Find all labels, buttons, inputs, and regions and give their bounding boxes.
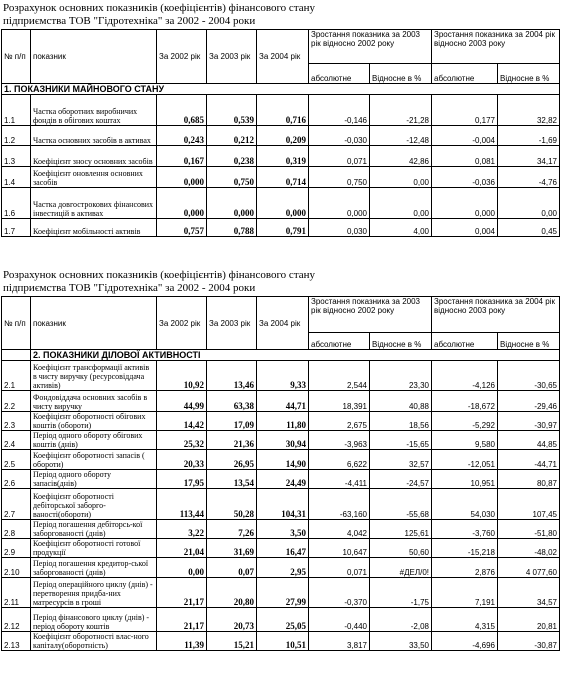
row-number: 2.5 [2, 450, 31, 470]
growth-2003-rel: #ДЕЛ/0! [370, 558, 432, 578]
growth-2004-abs: -4,126 [432, 361, 498, 391]
growth-2004-rel: -44,71 [498, 450, 560, 470]
row-number: 2.12 [2, 608, 31, 632]
indicator-name: Коефіцієнт оборотності готової продукції [31, 539, 157, 558]
table-property-status [1, 29, 560, 237]
growth-2004-abs: 0,081 [432, 146, 498, 167]
value-2003: 0,539 [207, 95, 257, 126]
value-2003: 0,238 [207, 146, 257, 167]
table-row [2, 188, 560, 219]
value-2003: 21,36 [207, 431, 257, 450]
value-2003: 20,73 [207, 608, 257, 632]
growth-2003-abs: 0,000 [309, 188, 370, 219]
col-header-2002: За 2002 рік [157, 30, 207, 84]
growth-2004-abs: 7,191 [432, 578, 498, 608]
growth-2004-abs: -5,292 [432, 412, 498, 431]
value-2003: 26,95 [207, 450, 257, 470]
indicator-name: Частка основних засобів в активах [31, 126, 157, 146]
growth-2003-abs: 2,675 [309, 412, 370, 431]
value-2002: 113,44 [157, 489, 207, 520]
value-2003: 31,69 [207, 539, 257, 558]
table-row [2, 539, 560, 558]
growth-2003-rel: 23,30 [370, 361, 432, 391]
table-body [2, 95, 560, 237]
indicator-name: Коефіцієнт оновлення основних засобів [31, 167, 157, 188]
indicator-name: Коефіцієнт оборотності влас-ного капіталу(оборотність) [31, 632, 157, 651]
table-row [2, 470, 560, 489]
table-body [2, 361, 560, 651]
growth-2003-rel: 40,88 [370, 391, 432, 412]
growth-2004-rel: -30,97 [498, 412, 560, 431]
growth-2004-abs: 0,000 [432, 188, 498, 219]
growth-2004-rel: 80,87 [498, 470, 560, 489]
value-2002: 21,04 [157, 539, 207, 558]
row-number: 2.11 [2, 578, 31, 608]
table-row [2, 391, 560, 412]
row-number: 1.3 [2, 146, 31, 167]
growth-2004-rel: 34,57 [498, 578, 560, 608]
table-row [2, 146, 560, 167]
col-header-abs-1: абсолютне [309, 333, 370, 350]
row-number: 2.2 [2, 391, 31, 412]
growth-2004-rel: -51,80 [498, 520, 560, 539]
row-number: 2.4 [2, 431, 31, 450]
row-number: 1.2 [2, 126, 31, 146]
table-row [2, 219, 560, 237]
growth-2003-abs: 3,817 [309, 632, 370, 651]
value-2002: 21,17 [157, 608, 207, 632]
row-number: 2.10 [2, 558, 31, 578]
growth-2004-abs: 0,177 [432, 95, 498, 126]
col-header-num: № п/п [2, 297, 31, 350]
col-header-2003: За 2003 рік [207, 297, 257, 350]
value-2004: 9,33 [257, 361, 309, 391]
value-2004: 24,49 [257, 470, 309, 489]
value-2002: 10,92 [157, 361, 207, 391]
growth-2003-rel: 50,60 [370, 539, 432, 558]
col-group-growth-2004: Зростання показника за 2004 рік відносно 2003 року [432, 30, 560, 64]
row-number: 2.8 [2, 520, 31, 539]
value-2004: 2,95 [257, 558, 309, 578]
growth-2004-rel: 4 077,60 [498, 558, 560, 578]
value-2003: 7,26 [207, 520, 257, 539]
table-row [2, 558, 560, 578]
value-2003: 20,80 [207, 578, 257, 608]
indicator-name: Період одного обороту запасів(днів) [31, 470, 157, 489]
section-heading: 1. ПОКАЗНИКИ МАЙНОВОГО СТАНУ [2, 84, 560, 95]
col-header-rel-1: Відносне в % [370, 64, 432, 84]
table-row [2, 450, 560, 470]
table-row [2, 412, 560, 431]
growth-2004-rel: 0,00 [498, 188, 560, 219]
value-2004: 30,94 [257, 431, 309, 450]
row-number: 2.9 [2, 539, 31, 558]
growth-2004-rel: 0,45 [498, 219, 560, 237]
indicator-name: Коефіцієнт оборотності дебіторської заборго-ваності(обороти) [31, 489, 157, 520]
value-2003: 0,788 [207, 219, 257, 237]
value-2002: 0,000 [157, 188, 207, 219]
table-row [2, 361, 560, 391]
value-2003: 13,46 [207, 361, 257, 391]
col-header-2002: За 2002 рік [157, 297, 207, 350]
table-business-activity [1, 296, 560, 651]
value-2003: 13,54 [207, 470, 257, 489]
growth-2004-abs: 54,030 [432, 489, 498, 520]
row-number: 1.1 [2, 95, 31, 126]
growth-2003-rel: 18,56 [370, 412, 432, 431]
value-2004: 0,000 [257, 188, 309, 219]
value-2002: 0,685 [157, 95, 207, 126]
value-2004: 11,80 [257, 412, 309, 431]
col-header-rel-2: Відносне в % [498, 64, 560, 84]
growth-2003-abs: -3,963 [309, 431, 370, 450]
growth-2004-abs: 2,876 [432, 558, 498, 578]
value-2003: 0,750 [207, 167, 257, 188]
table-row [2, 95, 560, 126]
col-header-abs-2: абсолютне [432, 333, 498, 350]
growth-2004-rel: -1,69 [498, 126, 560, 146]
value-2003: 15,21 [207, 632, 257, 651]
growth-2003-abs: 0,071 [309, 146, 370, 167]
table-row [2, 431, 560, 450]
value-2003: 17,09 [207, 412, 257, 431]
growth-2004-abs: -3,760 [432, 520, 498, 539]
value-2004: 0,791 [257, 219, 309, 237]
indicator-name: Коефіцієнт мобільності активів [31, 219, 157, 237]
document-title-1: Розрахунок основних показників (коефіцієнтів) фінансового стану підприємства ТОВ "Гідротехніка" за 2002 - 2004 роки [3, 2, 316, 27]
section-heading: 2. ПОКАЗНИКИ ДІЛОВОЇ АКТИВНОСТІ [31, 350, 560, 361]
value-2004: 44,71 [257, 391, 309, 412]
growth-2003-rel: -55,68 [370, 489, 432, 520]
row-number: 1.7 [2, 219, 31, 237]
row-number: 2.1 [2, 361, 31, 391]
value-2002: 0,243 [157, 126, 207, 146]
growth-2003-rel: 33,50 [370, 632, 432, 651]
row-number: 2.13 [2, 632, 31, 651]
growth-2003-rel: -24,57 [370, 470, 432, 489]
value-2004: 14,90 [257, 450, 309, 470]
col-header-rel-2: Відносне в % [498, 333, 560, 350]
value-2004: 0,319 [257, 146, 309, 167]
growth-2003-rel: 32,57 [370, 450, 432, 470]
growth-2003-abs: 4,042 [309, 520, 370, 539]
growth-2003-rel: 4,00 [370, 219, 432, 237]
value-2004: 16,47 [257, 539, 309, 558]
indicator-name: Частка довгострокових фінансових інвестицій в активах [31, 188, 157, 219]
value-2002: 0,167 [157, 146, 207, 167]
value-2002: 0,000 [157, 167, 207, 188]
col-group-growth-2003: Зростання показника за 2003 рік відносно 2002 року [309, 297, 432, 333]
growth-2003-rel: -2,08 [370, 608, 432, 632]
table-row [2, 126, 560, 146]
value-2004: 25,05 [257, 608, 309, 632]
growth-2004-abs: 10,951 [432, 470, 498, 489]
indicator-name: Коефіцієнт трансформації активів в чисту виручку (ресурсовіддача активів) [31, 361, 157, 391]
growth-2003-rel: 0,00 [370, 188, 432, 219]
growth-2004-abs: -18,672 [432, 391, 498, 412]
value-2004: 0,716 [257, 95, 309, 126]
indicator-name: Період погашення кредитор-ської заборгованості (днів) [31, 558, 157, 578]
indicator-name: Коефіцієнт зносу основних засобів [31, 146, 157, 167]
value-2004: 27,99 [257, 578, 309, 608]
growth-2003-abs: 0,071 [309, 558, 370, 578]
indicator-name: Коефіцієнт оборотності обігових коштів (обороти) [31, 412, 157, 431]
indicator-name: Період операційного циклу (днів) - перетворення придба-них матресурсів в гроші [31, 578, 157, 608]
growth-2003-abs: 2,544 [309, 361, 370, 391]
growth-2004-abs: 9,580 [432, 431, 498, 450]
indicator-name: Частка оборотних виробничих фондів в обігових коштах [31, 95, 157, 126]
value-2002: 11,39 [157, 632, 207, 651]
indicator-name: Період погашення дебіторсь-кої заборгованості (днів) [31, 520, 157, 539]
indicator-name: Коефіцієнт оборотності запасів ( обороти) [31, 450, 157, 470]
col-header-rel-1: Відносне в % [370, 333, 432, 350]
value-2002: 14,42 [157, 412, 207, 431]
value-2004: 0,209 [257, 126, 309, 146]
indicator-name: Період фінансового циклу (днів) - період обороту коштів [31, 608, 157, 632]
table-row [2, 489, 560, 520]
value-2004: 0,714 [257, 167, 309, 188]
growth-2004-rel: 32,82 [498, 95, 560, 126]
growth-2003-abs: -4,411 [309, 470, 370, 489]
value-2002: 25,32 [157, 431, 207, 450]
growth-2004-rel: 44,85 [498, 431, 560, 450]
growth-2004-abs: 0,004 [432, 219, 498, 237]
document-title-2: Розрахунок основних показників (коефіцієнтів) фінансового стану підприємства ТОВ "Гідротехніка" за 2002 - 2004 роки [3, 269, 316, 294]
value-2002: 3,22 [157, 520, 207, 539]
value-2004: 10,51 [257, 632, 309, 651]
growth-2004-abs: -15,218 [432, 539, 498, 558]
growth-2004-rel: -4,76 [498, 167, 560, 188]
value-2004: 3,50 [257, 520, 309, 539]
growth-2003-abs: 6,622 [309, 450, 370, 470]
growth-2004-abs: -12,051 [432, 450, 498, 470]
table-row [2, 608, 560, 632]
value-2002: 17,95 [157, 470, 207, 489]
value-2002: 0,757 [157, 219, 207, 237]
growth-2004-abs: -0,004 [432, 126, 498, 146]
row-number: 1.6 [2, 188, 31, 219]
growth-2003-abs: 0,030 [309, 219, 370, 237]
col-group-growth-2004: Зростання показника за 2004 рік відносно 2003 року [432, 297, 560, 333]
table-row [2, 520, 560, 539]
row-number: 2.6 [2, 470, 31, 489]
value-2004: 104,31 [257, 489, 309, 520]
row-number: 2.7 [2, 489, 31, 520]
value-2003: 0,000 [207, 188, 257, 219]
col-header-2004: За 2004 рік [257, 30, 309, 84]
growth-2004-abs: -4,696 [432, 632, 498, 651]
value-2002: 44,99 [157, 391, 207, 412]
value-2003: 50,28 [207, 489, 257, 520]
row-number: 2.3 [2, 412, 31, 431]
growth-2003-rel: 0,00 [370, 167, 432, 188]
col-header-abs-1: абсолютне [309, 64, 370, 84]
growth-2003-rel: -21,28 [370, 95, 432, 126]
col-header-indicator: показник [31, 30, 157, 84]
col-header-2003: За 2003 рік [207, 30, 257, 84]
growth-2003-abs: 18,391 [309, 391, 370, 412]
col-header-indicator: показник [31, 297, 157, 350]
col-group-growth-2003: Зростання показника за 2003 рік відносно 2002 року [309, 30, 432, 64]
table-row [2, 167, 560, 188]
growth-2003-abs: 0,750 [309, 167, 370, 188]
value-2002: 0,00 [157, 558, 207, 578]
col-header-num: № п/п [2, 30, 31, 84]
growth-2004-rel: 20,81 [498, 608, 560, 632]
growth-2004-rel: -29,46 [498, 391, 560, 412]
growth-2004-rel: -48,02 [498, 539, 560, 558]
value-2003: 0,07 [207, 558, 257, 578]
growth-2004-rel: -30,87 [498, 632, 560, 651]
value-2003: 63,38 [207, 391, 257, 412]
table-row [2, 578, 560, 608]
table-row [2, 632, 560, 651]
growth-2003-rel: 42,86 [370, 146, 432, 167]
col-header-abs-2: абсолютне [432, 64, 498, 84]
growth-2003-rel: -12,48 [370, 126, 432, 146]
growth-2004-rel: 34,17 [498, 146, 560, 167]
col-header-2004: За 2004 рік [257, 297, 309, 350]
growth-2003-abs: -0,440 [309, 608, 370, 632]
growth-2003-abs: -0,370 [309, 578, 370, 608]
growth-2003-rel: 125,61 [370, 520, 432, 539]
growth-2004-rel: -30,65 [498, 361, 560, 391]
value-2003: 0,212 [207, 126, 257, 146]
value-2002: 21,17 [157, 578, 207, 608]
growth-2003-abs: -0,146 [309, 95, 370, 126]
value-2002: 20,33 [157, 450, 207, 470]
indicator-name: Фондовіддача основних засобів в чисту виручку [31, 391, 157, 412]
growth-2003-rel: -15,65 [370, 431, 432, 450]
row-number: 1.4 [2, 167, 31, 188]
growth-2003-abs: -63,160 [309, 489, 370, 520]
growth-2004-abs: 4,315 [432, 608, 498, 632]
growth-2003-rel: -1,75 [370, 578, 432, 608]
growth-2004-abs: -0,036 [432, 167, 498, 188]
growth-2003-abs: -0,030 [309, 126, 370, 146]
growth-2003-abs: 10,647 [309, 539, 370, 558]
indicator-name: Період одного обороту обігових коштів (днів) [31, 431, 157, 450]
growth-2004-rel: 107,45 [498, 489, 560, 520]
